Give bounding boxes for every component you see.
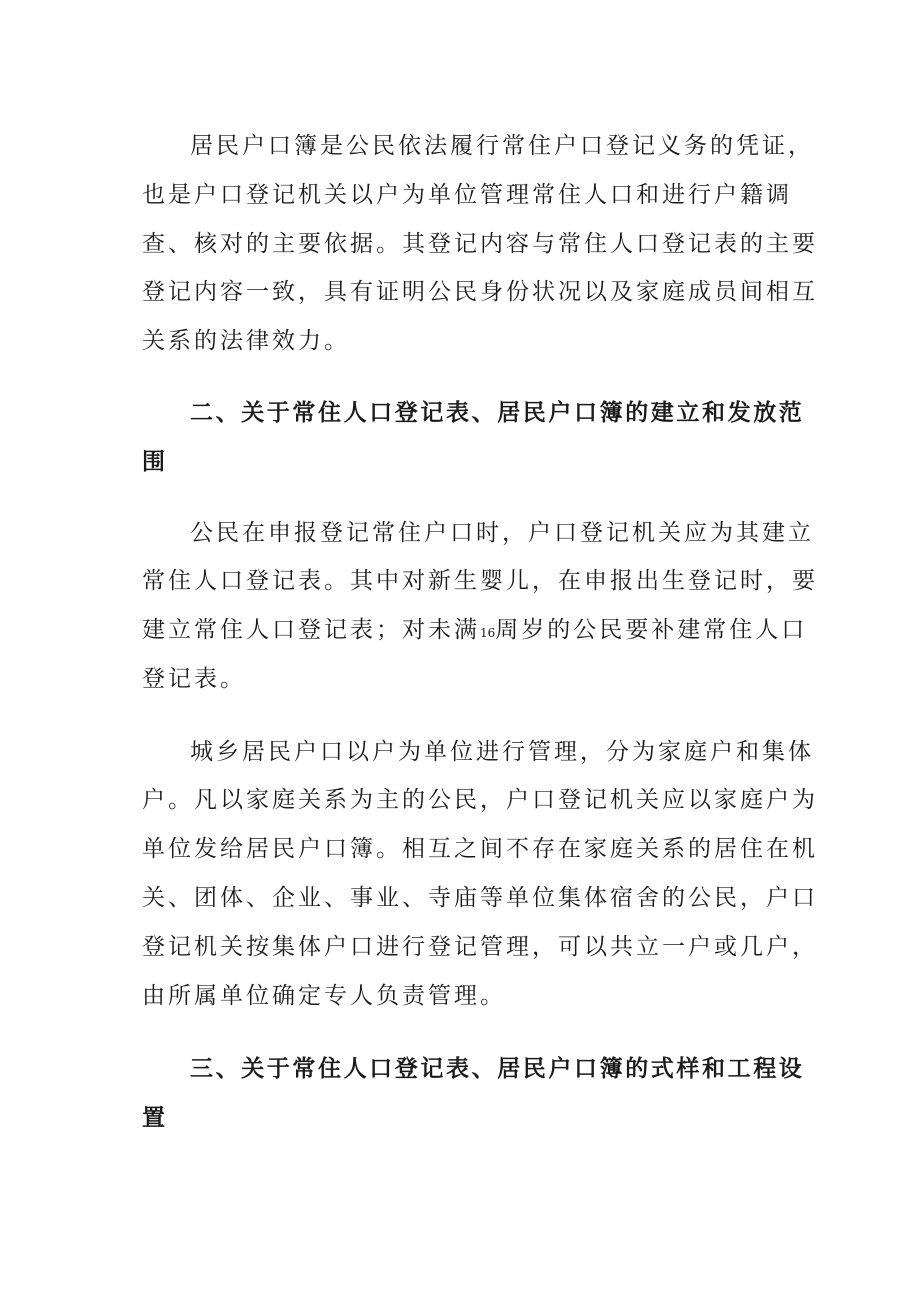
paragraph-1-line-3: 查、核对的主要依据。其登记内容与常住人口登记表的主要 — [142, 231, 818, 257]
paragraph-4-line-3: 单位发给居民户口簿。相互之间不存在家庭关系的居住在机 — [142, 836, 818, 862]
paragraph-3-line-3 — [142, 615, 808, 648]
paragraph-3-line-4: 登记表。 — [142, 666, 246, 692]
paragraph-3-line-1: 公民在申报登记常住户口时，户口登记机关应为其建立 — [190, 520, 814, 546]
paragraph-1-line-2: 也是户口登记机关以户为单位管理常住人口和进行户籍调 — [142, 182, 792, 208]
paragraph-3-line-2: 常住人口登记表。其中对新生婴儿，在申报出生登记时，要 — [142, 568, 818, 594]
paragraph-1-line-5: 关系的法律效力。 — [142, 328, 350, 354]
paragraph-4-line-4: 关、团体、企业、事业、寺庙等单位集体宿舍的公民，户口 — [142, 885, 818, 911]
paragraph-1-line-1: 居民户口簿是公民依法履行常住户口登记义务的凭证， — [190, 133, 814, 159]
paragraph-3-line-3-text-b: 周岁的公民要补建常住人口 — [495, 617, 808, 643]
section-heading-3-line-1: 三、关于常住人口登记表、居民户口簿的式样和工程设 — [190, 1055, 805, 1082]
paragraph-4-line-6: 由所属单位确定专人负责管理。 — [142, 983, 506, 1009]
paragraph-1-line-4: 登记内容一致，具有证明公民身份状况以及家庭成员间相互 — [142, 279, 818, 305]
paragraph-3-line-3-text-a: 建立常住人口登记表；对未满 — [142, 617, 480, 643]
section-heading-2-line-2: 围 — [142, 448, 168, 475]
paragraph-4-line-5: 登记机关按集体户口进行登记管理，可以共立一户或几户， — [142, 934, 818, 960]
age-number: 16 — [480, 626, 496, 640]
paragraph-4-line-1: 城乡居民户口以户为单位进行管理，分为家庭户和集体 — [190, 739, 814, 765]
section-heading-2-line-1: 二、关于常住人口登记表、居民户口簿的建立和发放范 — [190, 399, 805, 426]
section-heading-3-line-2: 置 — [142, 1104, 168, 1131]
paragraph-4-line-2: 户。凡以家庭关系为主的公民，户口登记机关应以家庭户为 — [142, 787, 818, 813]
